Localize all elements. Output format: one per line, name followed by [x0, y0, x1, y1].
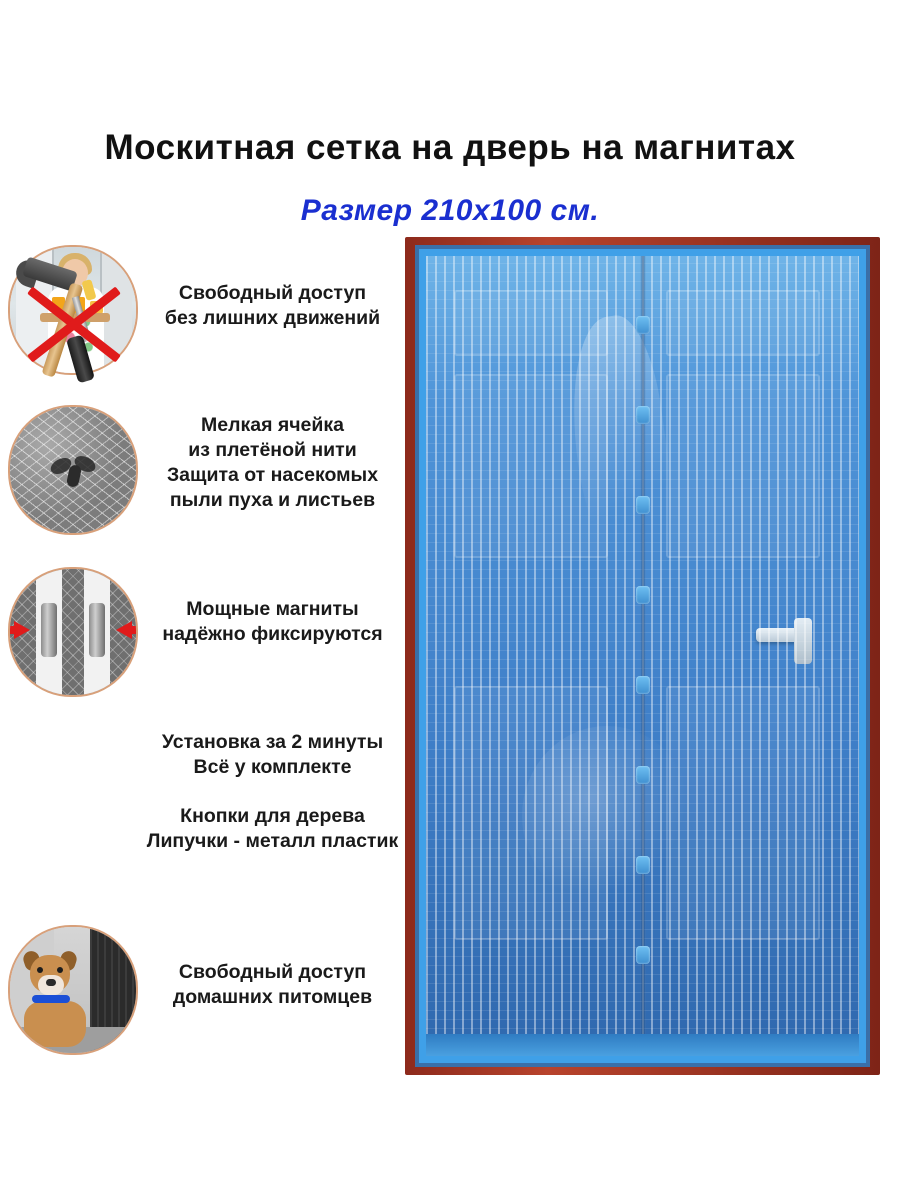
feature-line: Липучки - металл пластик	[146, 830, 399, 852]
magnet-icon	[636, 496, 650, 514]
magnets-photo-icon	[8, 567, 138, 697]
feature-line: Свободный доступ	[178, 282, 367, 304]
magnet-icon	[636, 946, 650, 964]
magnet-icon	[636, 586, 650, 604]
magnet-icon	[636, 856, 650, 874]
feature-line: из плетёной нити	[188, 439, 357, 461]
feature-line: Свободный доступ	[178, 961, 367, 983]
dog-photo-icon	[8, 925, 138, 1055]
feature-line: Мелкая ячейка	[200, 414, 344, 436]
product-photo	[405, 237, 880, 1075]
net-center-seam	[640, 256, 646, 1056]
feature-line: Мощные магниты	[186, 598, 359, 620]
feature-text	[130, 960, 415, 1010]
mesh-with-insect-photo-icon	[8, 405, 138, 535]
magnet-icon	[636, 676, 650, 694]
door-behind-net	[426, 256, 859, 1056]
mosquito-net	[419, 249, 866, 1063]
feature-line: домашних питомцев	[172, 986, 373, 1008]
feature-line: Всё у комплекте	[193, 756, 352, 778]
feature-line: Кнопки для дерева	[180, 805, 365, 827]
magnet-icon	[636, 406, 650, 424]
feature-line: надёжно фиксируются	[162, 623, 383, 645]
feature-text	[130, 413, 415, 513]
feature-text	[130, 597, 415, 647]
feature-line: Установка за 2 минуты	[161, 731, 384, 753]
page-subtitle: Размер 210х100 см.	[300, 194, 600, 227]
page-title: Москитная сетка на дверь на магнитах	[104, 128, 796, 167]
magnet-icon	[636, 766, 650, 784]
feature-line: пыли пуха и листьев	[169, 489, 376, 511]
feature-text	[130, 281, 415, 331]
feature-line: Защита от насекомых	[166, 464, 379, 486]
feature-line: без лишних движений	[164, 307, 381, 329]
feature-text	[130, 730, 415, 854]
crossed-out-tools-icon	[10, 258, 136, 394]
magnet-icon	[636, 316, 650, 334]
